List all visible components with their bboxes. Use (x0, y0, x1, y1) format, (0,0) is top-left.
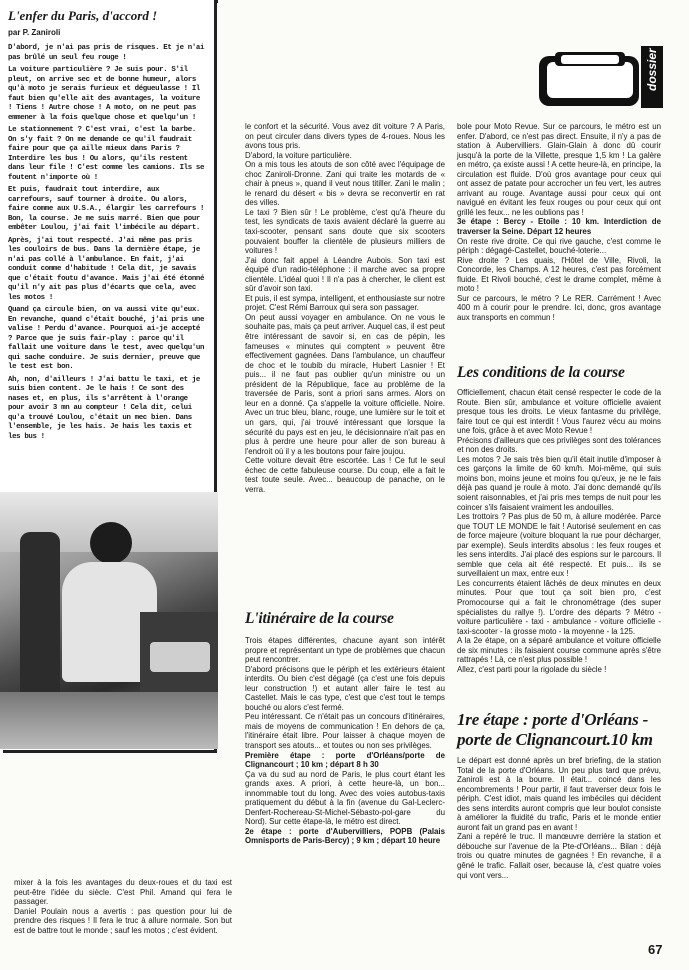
paragraph: Le taxi ? Bien sûr ! Le problème, c'est qu'à l'heure du test, les syndicats de taxis avaient déclaré la guerre au taxi-scooter, pensant sans doute que six scooters pouvaient bouffer la clientèle de plusieurs milliers de voitures ! (245, 207, 445, 256)
conditions-text (457, 388, 661, 674)
paragraph: Et puis, il est sympa, intelligent, et enthousiaste sur notre projet. C'est Rémi Barroux qui sera son passager. (245, 293, 445, 313)
box-paragraph: La voiture particulière ? Je suis pour. S'il pleut, on arrive sec et de bonne humeur, alors qu'à moto je serais furieux et dégueulasse ! Il faut bien qu'elle ait des avantages, la voiture ! Tiens ! Autre chose ! A moto, on ne peut pas emmener à la fois quelque chose et quelqu'un ! (8, 66, 201, 122)
box-paragraph: Quand ça circule bien, on va aussi vite qu'eux. En revanche, quand c'était bouché, j'ai pris une valise ! Perdu d'avance. Pourquoi ai-je accepté ? Parce que je suis fair-play : parce qu'il fallait une voiture dans le test, avec quelqu'un qui sache conduire. Je suis dernier, preuve que le test est bon. (8, 306, 205, 371)
page-number: 67 (648, 942, 663, 957)
paragraph: On reste rive droite. Ce qui rive gauche, c'est comme le périph : dégagé-Castellet, bouché-loterie... (457, 236, 661, 256)
stage1-label: Première étape : porte d'Orléans/porte de Clignancourt ; 10 km ; départ 8 h 30 (245, 750, 445, 770)
paragraph: Sur ce parcours, le métro ? Le RER. Carrément ! Avec 400 m à courir pour le prendre. Ici, donc, gros avantage aux transports en commun ! (457, 293, 661, 322)
box-paragraph: D'abord, je n'ai pas pris de risques. Et je n'ai pas brûlé un seul feu rouge ! (8, 44, 205, 62)
box-paragraph: Après, j'ai tout respecté. J'ai même pas pris les couloirs de bus. Dans la dernière étape, je n'ai pas collé à l'ambulance. En fait, j'ai conduit comme d'habitude ! Cela dit, je savais que c'était foutu d'avance. Mais j'ai été étonné qu'il n'y ait pas plus d'écarts que cela, avec les motos ! (8, 236, 205, 302)
box-paragraph: Et puis, faudrait tout interdire, aux carrefours, sauf tourner à droite. Ou alors, faire comme aux U.S.A., élargir les carrefours ! Bon, la course. Je me suis marré. Bien que pour embêter Loulou, j'ai fait l'imbécile au départ. (8, 186, 205, 232)
dossier-label: dossier (645, 48, 659, 91)
paragraph: D'abord précisons que le périph et les extérieurs étaient interdits. Ou bien c'est dégagé (ça c'est une fois depuis leur construction !) et autant aller faire le test au Castellet. Mais le cas type, c'est que c'est tout le temps bouché ou alors c'est fermé. (245, 664, 445, 712)
paragraph: Daniel Poulain nous a avertis : pas question pour lui de prendre des risques ! Il fera le truc à allure normale. Son but est de battre tout le monde ; sauf les motos ; c'est évident. (14, 906, 232, 935)
stage2-label: 2e étape : porte d'Aubervilliers, POPB (Palais Omnisports de Paris-Bercy) ; 9 km ; départ 10 heure (245, 826, 445, 846)
paragraph: J'ai donc fait appel à Léandre Aubois. Son taxi est équipé d'un radio-téléphone : il marche avec sa propre clientèle. L'idéal quoi ! Il n'a pas à chercher, le client est sûr d'avoir son taxi. (245, 255, 445, 294)
box-byline: par P. Zaniroli (8, 28, 61, 37)
paragraph: Ça va du sud au nord de Paris, le plus court étant les grands axes. A priori, à cette heure-là, un bon... innommable tout du long. Avec des voies autobus-taxis pratiquement du début à la fin (avenue du Gal-Leclerc-Denfert-Rochereau-St-Michel-Sébasto-pol-gare du Nord). Sur cette étape-là, le métro est direct. (245, 769, 445, 827)
photo-driver-car (0, 492, 218, 749)
paragraph: Les concurrents étaient lâchés de deux minutes en deux minutes. Pour que tout ça soit bien pro, c'est Promocourse qui a fait le chronométrage (des super spécialistes du rallye !). L'ordre des départs ? Métro - voiture particulière - taxi - ambulance - voiture officielle - taxi-scooter - la grosse moto - la moyenne - la 125. (457, 578, 661, 636)
sidebar-box (0, 0, 218, 753)
paragraph: Peu intéressant. Ce n'était pas un concours d'itinéraires, mais de moyens de communication ! En dehors de ça, l'itinéraire était libre. Pour laisser à chaque moyen de transport ses atouts... et toutes ou non ses privilèges. (245, 712, 445, 751)
col3-text (457, 122, 661, 322)
paragraph: Les motos ? Je sais très bien qu'il était inutile d'imposer à ces garçons la limite de 60 km/h. Moi-même, qui suis moins bon, moins jeune et moins fou qu'eux, je ne le fais déjà pas quand je roule à moto. J'ai donc demandé qu'ils soient raisonnables, et j'ai pris mes temps de nuit pour les coincer s'ils faisaient vraiment les andouilles. (457, 454, 661, 512)
paragraph: Les trottoirs ? Pas plus de 50 m, à allure modérée. Parce que TOUT LE MONDE le fait ! Autorisé seulement en cas de force majeure (voiture bloquant la rue pour décharger, par exemple). Seuls interdits absolus : les feux rouges et les sens interdits. J'ai placé des espions sur le parcours. Il semble que cela ait été respecté. Et puis... ils se surveillaient un max, entre eux ! (457, 512, 661, 579)
paragraph: Précisons d'ailleurs que ces privilèges sont des tolérances et non des droits. (457, 435, 661, 455)
paragraph: On a mis tous les atouts de son côté avec l'équipage de choc Zaniroli-Dronne. Zani qui traite les motards de « chair à pneus », quand il veut nous titiller. Zani le malin ; le renard du désert « bis » devra se reconvertir en rat des villes. (245, 160, 445, 208)
conditions-heading: Les conditions de la course (457, 364, 625, 381)
paragraph: Zani a repéré le truc. Il manœuvre derrière la station et débouche sur l'avenue de la Pte-d'Orléans... Bilan : déjà trois ou quatre minutes de gagnées ! En revanche, il a gêné le trafic. Fallait oser, because là, c'est quatre voies qui vont vers... (457, 832, 661, 880)
paragraph: mixer à la fois les avantages du deux-roues et du taxi est peut-être l'idée du siècle. C'est Phil. Amand qui fera le passager. (14, 878, 232, 907)
stage1-text (457, 756, 661, 880)
itinerary-text (245, 636, 445, 846)
paragraph: Le départ est donné après un bref briefing, de la station Total de la porte d'Orléans. Un peu plus tard que prévu, Zaniroli est à la bourre. Il était... coincé dans les encombrements ! Pour partir, il faut traverser deux fois le périph. C'est idiot, mais quand les imbéciles qui décident des sens interdits auront compris que leur boulot consiste à améliorer la fluidité du trafic, Paris et le monde entier auront fait un grand pas en avant ! (457, 756, 661, 832)
paragraph: On peut aussi voyager en ambulance. On ne vous le souhaite pas, mais ça peut arriver. Auquel cas, il est peut être intéressant de savoir si, en cas de pépin, les fameuses « minutes qui comptent » peuvent être effectivement gagnées. Dans l'ambulance, un chauffeur de choc et le toubib du miracle, Hubert Lasnier ! Et puis... il ne faut pas oublier qu'un ministre ou un président de la République, face au problème de la traversée de Paris, sont a priori sans armes. Alors on leur en a donné. Ça s'appelle la voiture officielle. Noire. Avec un truc bleu, blanc, rouge, une lumière sur le toit et un gars, qui, j'ai trouvé intéressant que lorsque la sécurité du pays est en jeu, le décisionnaire n'ait pas en plus à perdre une heure pour aller de son bureau à l'endroit où il y a les boutons pour faire joujou. (245, 312, 445, 456)
paragraph: Trois étapes différentes, chacune ayant son intérêt propre et représentant un type de problèmes que chacun peut rencontrer. (245, 636, 445, 665)
col2-text (245, 122, 445, 494)
box-paragraph: Le stationnement ? C'est vrai, c'est la barbe. On s'y fait ? On me demande ce qu'il faudrait faire pour que ça aille mieux dans Paris ? Interdire les bus ! Ou alors, qu'ils restent dans leur file ! C'est comme les camions. Ils se foutent n'importe où ! (8, 126, 205, 182)
box-title: L'enfer du Paris, d'accord ! (8, 8, 158, 23)
col1-bottom-text (14, 878, 232, 935)
paragraph: Allez, c'est parti pour la rigolade du siècle ! (457, 664, 607, 674)
paragraph: Officiellement, chacun était censé respecter le code de la Route. Bien sûr, ambulance et voiture officielle avaient presque tous les droits. Le vieux fantasme du privilège, faire tout ce qui est interdit ! Vous l'aurez vécu au moins une fois, grâce à et avec Moto Revue ! (457, 388, 661, 436)
paragraph: A la 2e étape, on a séparé ambulance et voiture officielle de six minutes : ils faisaient course commune après s'être rattrapés ! Là, ce n'est plus possible ! (457, 636, 661, 665)
itinerary-heading: L'itinéraire de la course (245, 610, 394, 627)
paragraph: Cette voiture devait être escortée. Las ! Ce fut le seul échec de cette fabuleuse course. Du coup, elle a fait le test toute seule. Avec... beaucoup de panache, on le verra. (245, 456, 445, 494)
box-text (8, 44, 208, 445)
stage1-heading: 1re étape : porte d'Orléans - porte de Clignancourt.10 km (457, 710, 653, 749)
paragraph: le confort et la sécurité. Vous avez dit voiture ? A Paris, on peut circuler dans divers types de 4-roues. Nous les avons tous pris. (245, 122, 445, 151)
box-paragraph: Ah, non, d'ailleurs ! J'ai battu le taxi, et je suis bien content. Je le hais ! Ce sont des nases et, en plus, ils s'arrêtent à l'orange pour avoir 3 mn au compteur ! Cela dit, celui qu'a trouvé Loulou, c'était un mec bien. Dans l'ensemble, je les hais. Je hais les taxis et les bus ! (8, 375, 201, 441)
paragraph: D'abord, la voiture particulière. (245, 150, 352, 160)
dossier-tab-logo (537, 46, 665, 108)
paragraph: Rive droite ? Les quais, l'Hôtel de Ville, Rivoli, la Concorde, les Champs. A 12 heures, c'est pas forcément fluide. Et Rivoli bouché, c'est le drame complet, même à moto ! (457, 255, 661, 294)
stage3-label: 3e étape : Bercy - Etoile : 10 km. Interdiction de traverser la Seine. Départ 12 heures (457, 217, 661, 237)
paragraph: bole pour Moto Revue. Sur ce parcours, le métro est un enfer. D'abord, ce n'est pas direct. Ensuite, il n'y a pas de station à Aubervilliers. Glain-Glain à donc dû courir jusqu'à la porte de la Villette, presque 1,5 km ! La galère en métro, ça existe aussi ! A cette heure-là, en principe, la circulation est fluide. D'où gros avantage pour ceux qui ont assez de patate pour accrocher un feu vert, les autres arrivant au rouge. Avantage aussi pour ceux qui ont navigué en évitant les feux rouges ou pour ceux qui ont grillé les feux... ne les oublions pas ! (457, 122, 661, 217)
